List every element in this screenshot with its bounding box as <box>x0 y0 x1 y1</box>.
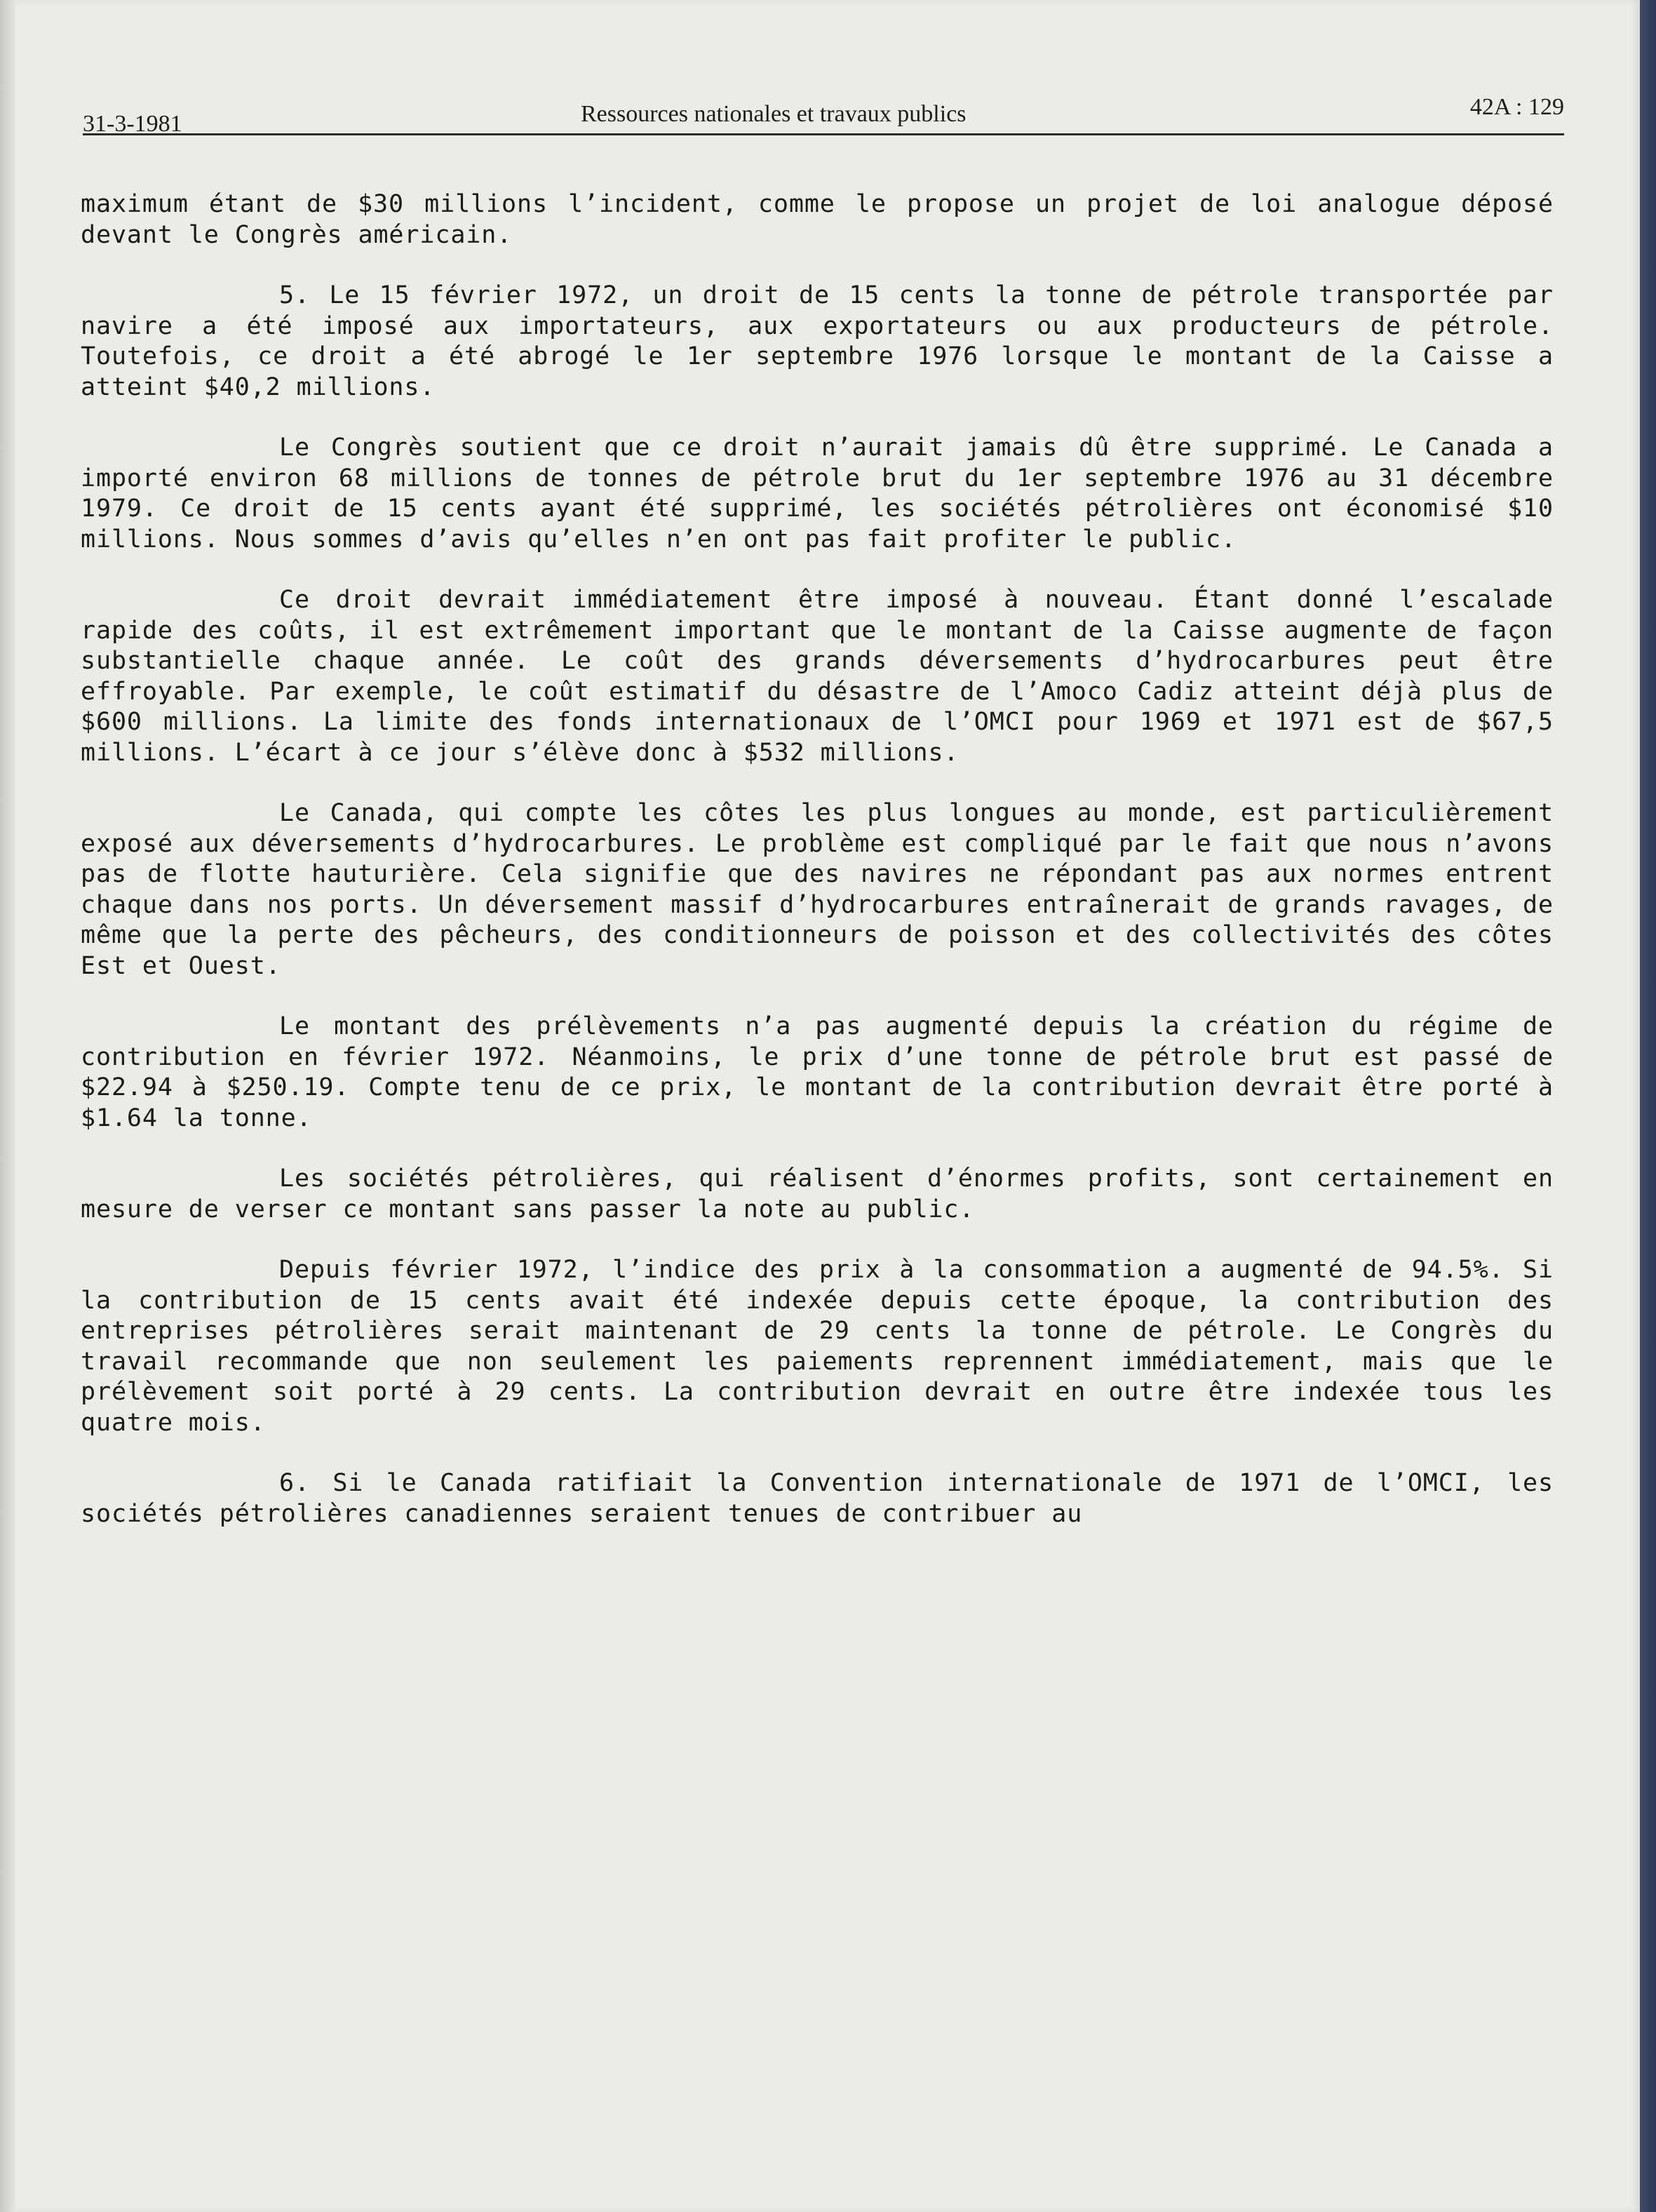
paragraph: Le Canada, qui compte les côtes les plus longues au monde, est particulièrement exposé aux déversements d’hydrocarbures. Le problème est compliqué par le fait que nous n’avons pas de flotte hauturière. Cela signifie que des navires ne répondant pas aux normes entrent chaque dans nos ports. Un déversement massif d’hydrocarbures entraînerait de grands ravages, de même que la perte des pêcheurs, des conditionneurs de poisson et des collectivités des côtes Est et Ouest. <box>81 799 1554 980</box>
header-page-number: 42A : 129 <box>1469 94 1564 120</box>
page-header <box>83 91 1564 135</box>
binder-edge <box>1640 0 1656 2212</box>
body-text <box>81 189 1554 1560</box>
paragraph-section-6: 6. Si le Canada ratifiait la Convention internationale de 1971 de l’OMCI, les sociétés pétrolières canadiennes seraient tenues de contribuer au <box>81 1469 1554 1528</box>
paragraph: Ce droit devrait immédiatement être imposé à nouveau. Étant donné l’escalade rapide des coûts, il est extrêmement important que le montant de la Caisse augmente de façon substantielle chaque année. Le coût des grands déversements d’hydrocarbures peut être effroyable. Par exemple, le coût estimatif du désastre de l’Amoco Cadiz atteint déjà plus de $600 millions. La limite des fonds internationaux de l’OMCI pour 1969 et 1971 est de $67,5 millions. L’écart à ce jour s’élève donc à $532 millions. <box>81 586 1554 767</box>
header-date: 31-3-1981 <box>83 111 182 137</box>
paragraph: Le Congrès soutient que ce droit n’aurait jamais dû être supprimé. Le Canada a importé environ 68 millions de tonnes de pétrole brut du 1er septembre 1976 au 31 décembre 1979. Ce droit de 15 cents ayant été supprimé, les sociétés pétrolières ont économisé $10 millions. Nous sommes d’avis qu’elles n’en ont pas fait profiter le public. <box>81 434 1554 554</box>
paragraph-continuation: maximum étant de $30 millions l’incident, comme le propose un projet de loi analogue déposé devant le Congrès américain. <box>81 190 1554 249</box>
paragraph: Depuis février 1972, l’indice des prix à la consommation a augmenté de 94.5%. Si la contribution de 15 cents avait été indexée depuis cette époque, la contribution des entreprises pétrolières serait maintenant de 29 cents la tonne de pétrole. Le Congrès du travail recommande que non seulement les paiements reprennent immédiatement, mais que le prélèvement soit porté à 29 cents. La contribution devrait en outre être indexée tous les quatre mois. <box>81 1256 1554 1437</box>
paragraph: Le montant des prélèvements n’a pas augmenté depuis la création du régime de contribution en février 1972. Néanmoins, le prix d’une tonne de pétrole brut est passé de $22.94 à $250.19. Compte tenu de ce prix, le montant de la contribution devrait être porté à $1.64 la tonne. <box>81 1012 1554 1132</box>
header-title: Ressources nationales et travaux publics <box>581 101 967 127</box>
paragraph: Les sociétés pétrolières, qui réalisent d’énormes profits, sont certainement en mesure de verser ce montant sans passer la note au public. <box>81 1165 1554 1224</box>
paragraph-section-5: 5. Le 15 février 1972, un droit de 15 cents la tonne de pétrole transportée par navire a été imposé aux importateurs, aux exportateurs ou aux producteurs de pétrole. Toutefois, ce droit a été abrogé le 1er septembre 1976 lorsque le montant de la Caisse a atteint $40,2 millions. <box>81 281 1554 401</box>
page-left-edge <box>0 0 15 2212</box>
